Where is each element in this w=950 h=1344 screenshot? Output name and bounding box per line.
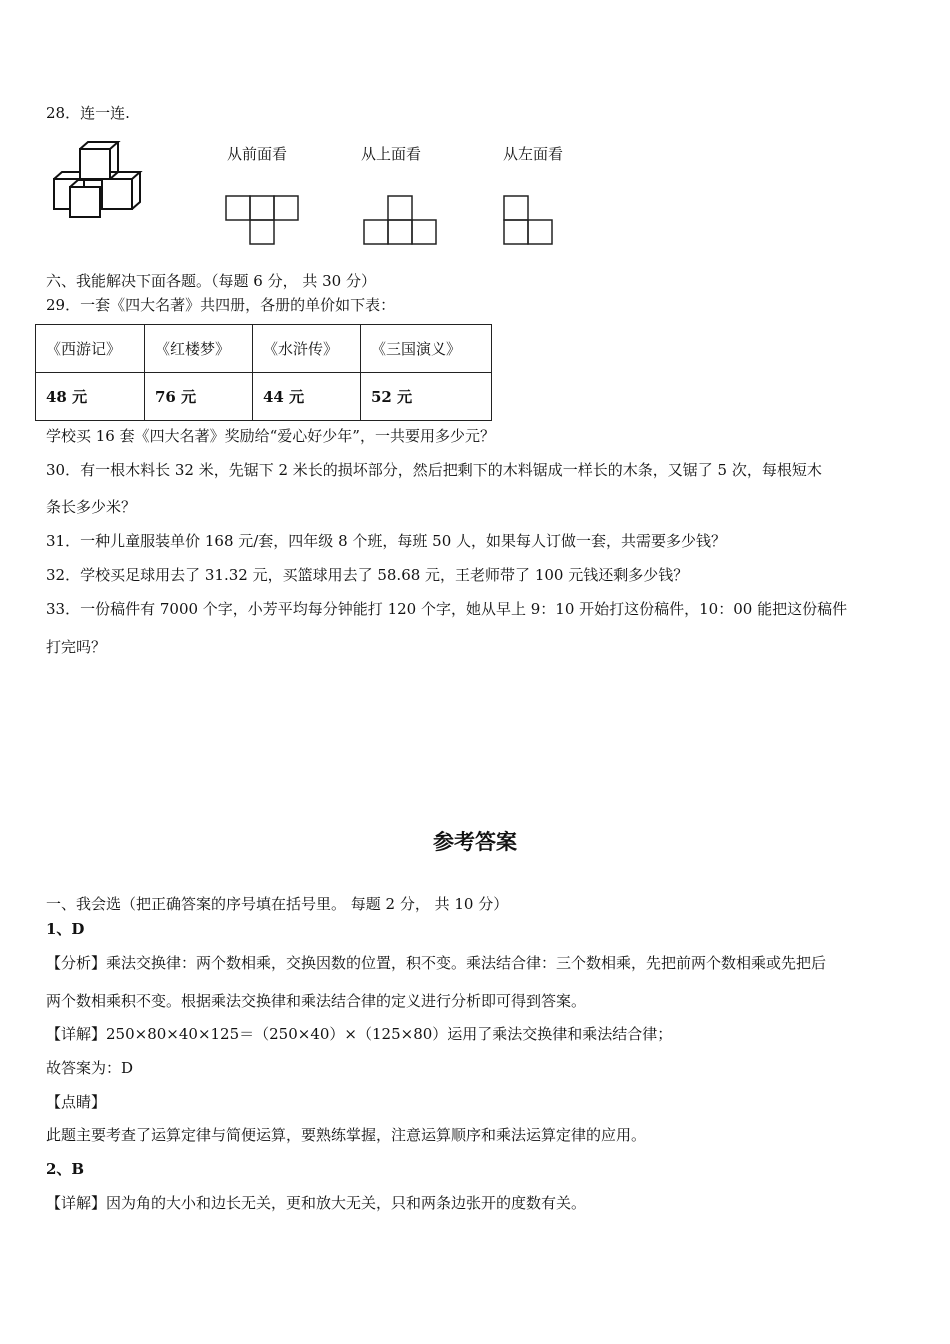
book-price-cell: 44 元: [253, 373, 361, 421]
book-name-cell: 《西游记》: [36, 325, 145, 373]
q30-line1: 30．有一根木料长 32 米，先锯下 2 米长的损坏部分，然后把剩下的木料锯成一样长的木条，又锯了 5 次，每根短木: [46, 461, 822, 479]
q32-text: 32．学校买足球用去了 31.32 元，买篮球用去了 58.68 元，王老师带了 100 元钱还剩多少钱？: [46, 566, 689, 584]
answer1-analysis-line1: 【分析】乘法交换律：两个数相乘，交换因数的位置，积不变。乘法结合律：三个数相乘，先把前两个数相乘或先把后: [46, 954, 827, 972]
book-name-cell: 《水浒传》: [253, 325, 361, 373]
front-view-shape: [224, 194, 302, 246]
table-row: [36, 373, 492, 421]
table-row: [36, 325, 492, 373]
answer1-detail: 【详解】250×80×40×125＝（250×40）×（125×80）运用了乘法交换律和乘法结合律；: [46, 1025, 673, 1043]
answer1-comment-label: 【点睛】: [46, 1093, 107, 1111]
cube-stack-figure: [50, 140, 160, 222]
answer1-number: 1、D: [46, 920, 85, 938]
q33-line1: 33．一份稿件有 7000 个字，小芳平均每分钟能打 120 个字，她从早上 9：10 开始打这份稿件，10：00 能把这份稿件: [46, 600, 848, 618]
view-label-top: 从上面看: [361, 145, 422, 163]
q30-line2: 条长多少米？: [46, 498, 137, 516]
answers-section1-heading: 一、我会选（把正确答案的序号填在括号里。 每题 2 分， 共 10 分）: [46, 895, 509, 913]
q29-intro: 29．一套《四大名著》共四册，各册的单价如下表：: [46, 296, 396, 314]
q33-line2: 打完吗？: [46, 638, 107, 656]
view-label-front: 从前面看: [227, 145, 288, 163]
answer2-number: 2、B: [46, 1160, 85, 1178]
book-price-cell: 76 元: [145, 373, 253, 421]
section6-heading: 六、我能解决下面各题。（每题 6 分， 共 30 分）: [46, 272, 376, 290]
answers-title: 参考答案: [433, 829, 517, 854]
q31-text: 31．一种儿童服装单价 168 元/套，四年级 8 个班，每班 50 人，如果每人订做一套，共需要多少钱？: [46, 532, 727, 550]
book-price-cell: 52 元: [361, 373, 492, 421]
view-label-left: 从左面看: [503, 145, 564, 163]
answer1-comment: 此题主要考查了运算定律与简便运算，要熟练掌握，注意运算顺序和乘法运算定律的应用。: [46, 1126, 647, 1144]
book-price-table: [35, 324, 492, 421]
answer1-analysis-line2: 两个数相乘积不变。根据乘法交换律和乘法结合律的定义进行分析即可得到答案。: [46, 992, 587, 1010]
q29-question: 学校买 16 套《四大名著》奖励给“爱心好少年”，一共要用多少元？: [46, 427, 495, 445]
book-name-cell: 《红楼梦》: [145, 325, 253, 373]
book-price-cell: 48 元: [36, 373, 145, 421]
answer1-final: 故答案为：D: [46, 1059, 134, 1077]
book-name-cell: 《三国演义》: [361, 325, 492, 373]
top-view-shape: [362, 194, 440, 246]
left-view-shape: [502, 194, 556, 248]
q28-text: 28．连一连.: [46, 104, 130, 122]
answer2-detail: 【详解】因为角的大小和边长无关，更和放大无关，只和两条边张开的度数有关。: [46, 1194, 587, 1212]
